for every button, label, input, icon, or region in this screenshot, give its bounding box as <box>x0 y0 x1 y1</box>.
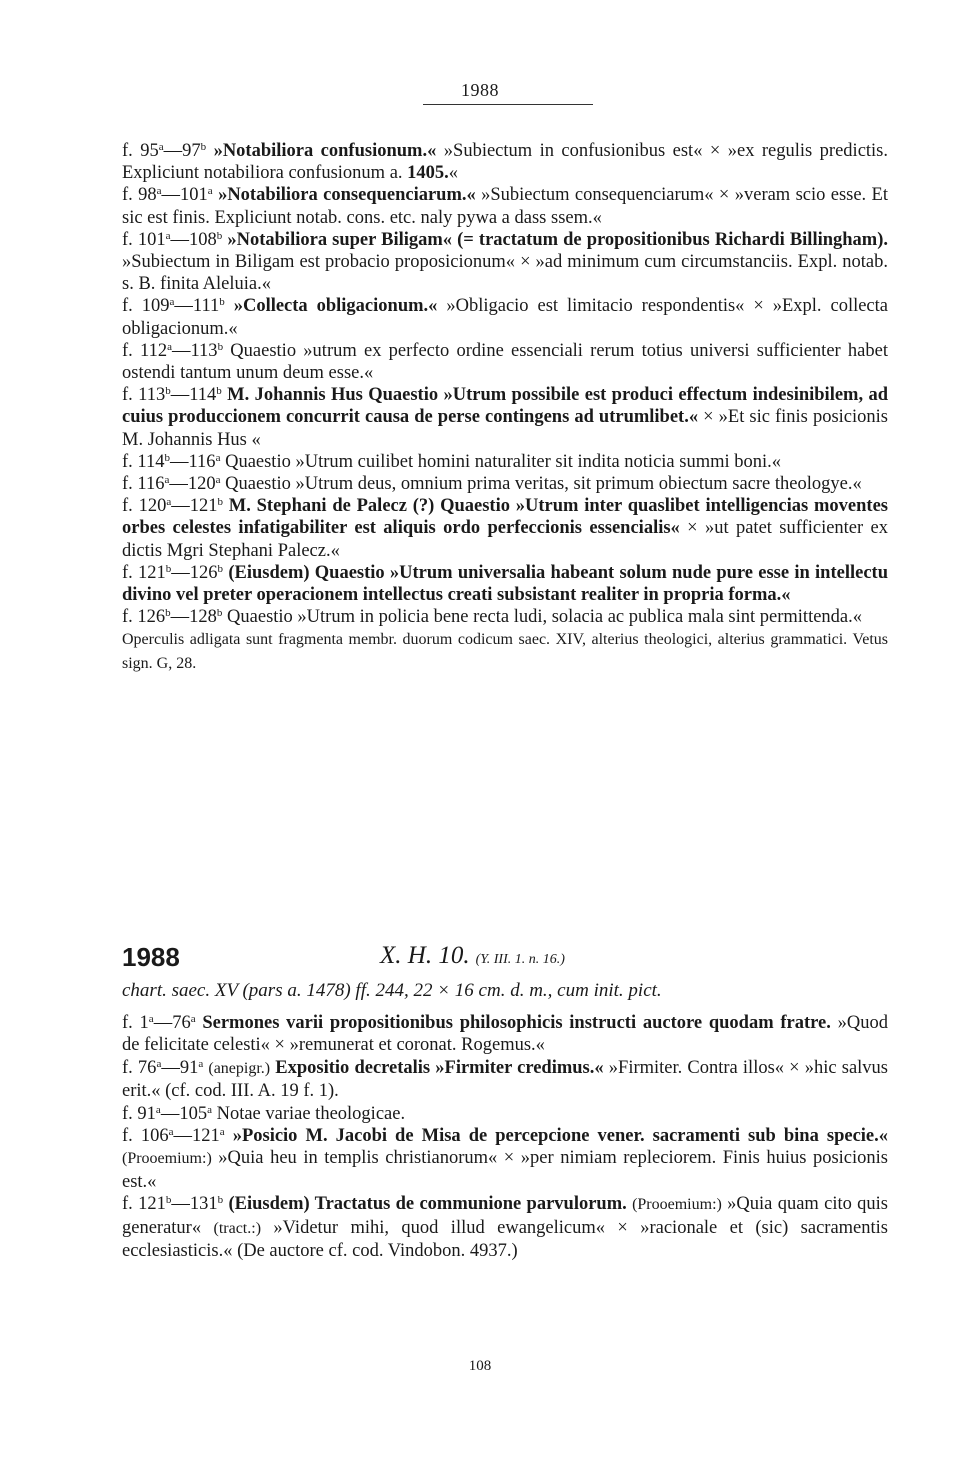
cod1987-entry: f. 120$^a$—121$^b$ M. Stephani de Palecz (?) Quaestio »Utrum inter quaslibet intelligencias moventes orbes celestes infatigabiliter est aliquis ordo perfeccionis essencialis« × »ut patet sufficienter ex dictis Mgri Stephani Palecz.« <box>122 496 888 561</box>
cod1987-entry: f. 116$^a$—120$^a$ Quaestio »Utrum deus, omnium prima veritas, sit primum obiectum sacre theologye.« <box>122 474 862 495</box>
old-signature: (Y. III. 1. n. 16.) <box>475 952 565 967</box>
cod1987-entry: f. 121$^b$—126$^b$ (Eiusdem) Quaestio »Utrum universalia habeant solum nude pure esse in intellectu divino vel preter operacionem intellectus creati subsistant realiter in propria forma.« <box>122 562 888 606</box>
cod1988-entry: f. 1$^a$—76$^a$ Sermones varii propositionibus philosophicis instructi auctore quodam fratre. »Quod de felicitate celesti« × »remunerat et coronat. Rogemus.« <box>122 1013 889 1056</box>
entry-list-1987 <box>122 140 888 675</box>
page-footer-folio: 108 <box>468 1358 492 1374</box>
codex-description: chart. saec. XV (pars a. 1478) ff. 244, 22 × 16 cm. d. m., cum init. pict. <box>122 980 662 1001</box>
cod1988-entry: f. 91$^a$—105$^a$ Notae variae theologicae. <box>122 1103 406 1124</box>
entry-heading-1988 <box>122 942 888 972</box>
shelf-signature <box>380 942 565 970</box>
signature-text: X. H. 10. <box>380 942 470 969</box>
cod1987-entry: f. 101$^a$—108$^b$ »Notabiliora super Biligam« (= tractatum de propositionibus Richardi Billingham). »Subiectum in Biligam est probacio proposicionum« × »ad minimum cum circumstanciis. Expl. notab. s. B. finita Aleluia.« <box>122 229 888 295</box>
cod1987-entry: f. 98$^a$—101$^a$ »Notabiliora consequenciarum.« »Subiectum consequenciarum« × »veram scio esse. Et sic est finis. Expliciunt notab. cons. etc. naly pywa a dass ssem.« <box>122 185 888 228</box>
cod1987-entry: f. 95$^a$—97$^b$ »Notabiliora confusionum.« »Subiectum in confusionibus est« × »ex regulis predictis. Expliciunt notabiliora confusionum a. 1405.« <box>122 141 889 184</box>
header-rule <box>423 104 593 105</box>
cod1987-entry: f. 113$^b$—114$^b$ M. Johannis Hus Quaestio »Utrum possibile est produci effectum indesinibilem, ad cuius produccionem concurrit causa de perse contingens ad utrumlibet.« × »Et sic finis posicionis M. Johannis Hus « <box>122 385 888 450</box>
cod1987-entry: f. 109$^a$—111$^b$ »Collecta obligacionum.« »Obligacio est limitacio respondentis« × »Expl. collecta obligacionum.« <box>122 296 888 339</box>
cod1987-entry: f. 112$^a$—113$^b$ Quaestio »utrum ex perfecto ordine essenciali rerum totius universi sufficienter habet ostendi tantum unum deum esse.« <box>122 340 888 384</box>
entry-number: 1988 <box>122 942 180 972</box>
cod1988-entry: f. 76$^a$—91$^a$ (anepigr.) Expositio decretalis »Firmiter credimus.« »Firmiter. Contra illos« × »hic salvus erit.« (cf. cod. III. A. 19 f. 1). <box>122 1057 889 1102</box>
page-header-number: 1988 <box>461 80 499 100</box>
cod1988-entry: f. 121$^b$—131$^b$ (Eiusdem) Tractatus de communione parvulorum. (Prooemium:) »Quia quam cito quis generatur« (tract.:) »Videtur mihi, quod illud ewangelicum« × »racionale et (sic) sacramentis ecclesiasticis.« (De auctore cf. cod. Vindobon. 4937.) <box>122 1194 889 1262</box>
cod1988-entry: f. 106$^a$—121$^a$ »Posicio M. Jacobi de Misa de percepcione vener. sacramenti sub bina specie.« (Prooemium:) »Quia heu in templis christianorum« × »per nimiam repleciorem. Finis huius posicionis est.« <box>122 1126 888 1192</box>
cod1987-entry: f. 114$^b$—116$^a$ Quaestio »Utrum cuilibet homini naturaliter sit indita noticia summi boni.« <box>122 451 782 472</box>
cod1987-entry: f. 126$^b$—128$^b$ Quaestio »Utrum in policia bene recta ludi, solacia ac publica mala sint permittenda.« <box>122 607 862 628</box>
entry-list-1988 <box>122 1012 888 1262</box>
cod1987-entry: Operculis adligata sunt fragmenta membr. duorum codicum saec. XIV, alterius theologici, alterius grammatici. Vetus sign. G, 28. <box>122 631 888 672</box>
